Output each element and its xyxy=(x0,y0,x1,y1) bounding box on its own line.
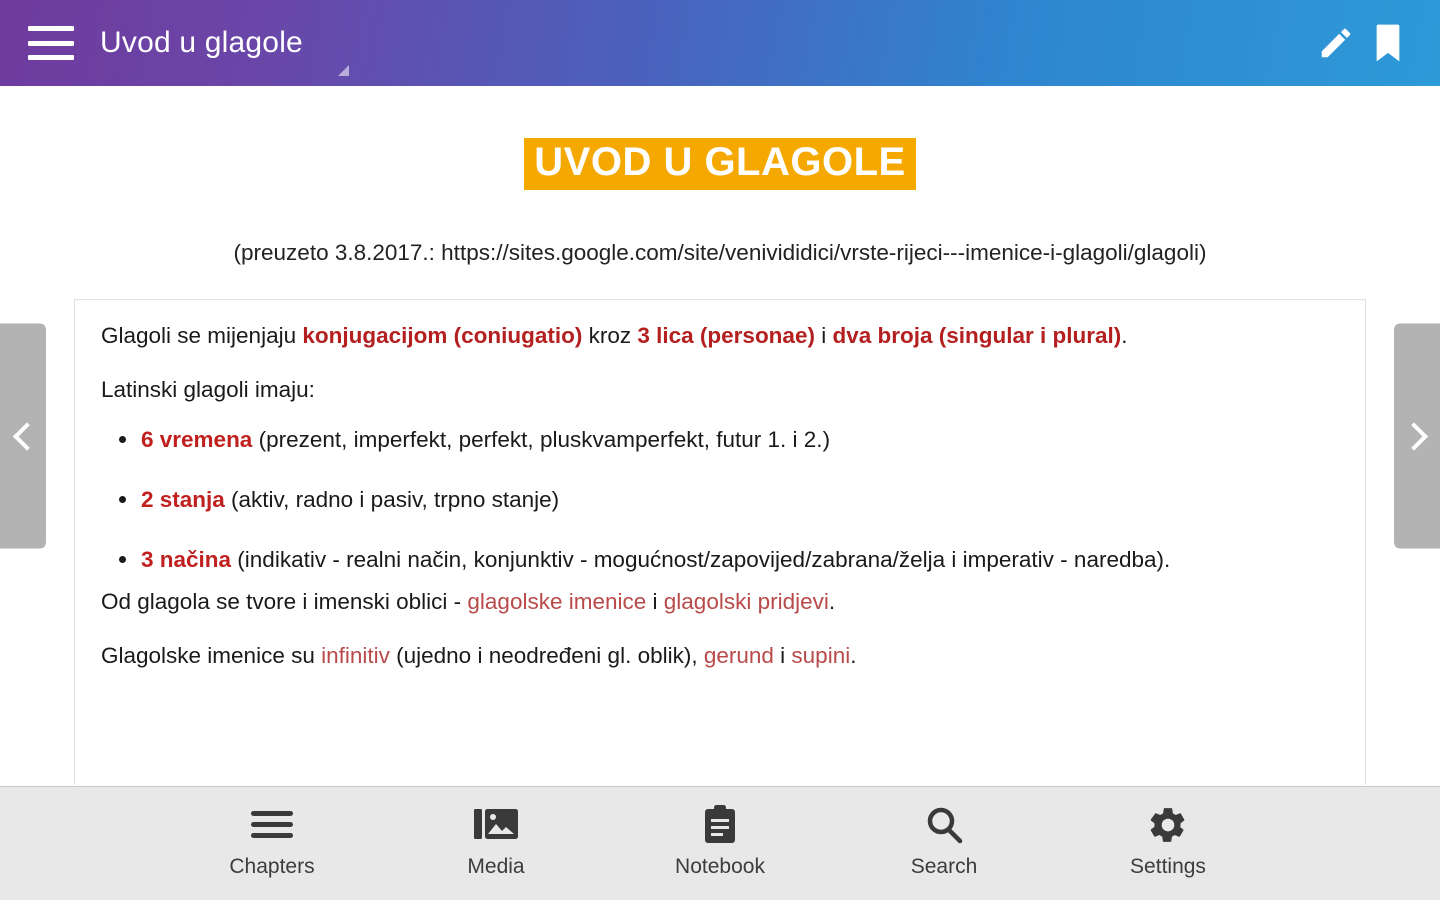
hamburger-bar xyxy=(28,55,74,60)
nav-item-media[interactable] xyxy=(426,802,566,879)
keyword-lica: 3 lica (personae) xyxy=(637,323,815,348)
keyword-gerund: gerund xyxy=(703,642,774,668)
text-fragment: i xyxy=(773,642,792,668)
nav-item-notebook[interactable] xyxy=(650,802,790,879)
nav-label: Settings xyxy=(1130,855,1206,878)
document-page xyxy=(0,86,1440,786)
nav-label: Chapters xyxy=(229,855,315,878)
document-body-panel xyxy=(74,299,1366,785)
text-fragment: kroz xyxy=(582,323,638,348)
text-fragment: . xyxy=(1121,323,1128,348)
top-app-bar xyxy=(0,0,1440,86)
keyword-supini: supini xyxy=(791,642,851,668)
keyword-glagolske-imenice: glagolske imenice xyxy=(467,588,647,614)
list-item xyxy=(141,544,1339,576)
text-fragment: . xyxy=(850,642,857,668)
reader-content xyxy=(0,86,1440,786)
nav-item-settings[interactable] xyxy=(1098,802,1238,879)
list-item-lead: 6 vremena xyxy=(141,426,253,452)
list-item-rest: (aktiv, radno i pasiv, trpno stanje) xyxy=(224,486,560,512)
list-item xyxy=(141,484,1339,516)
keyword-glagolski-pridjevi: glagolski pridjevi xyxy=(663,588,829,614)
keyword-broja: dva broja (singular i plural) xyxy=(832,323,1122,348)
text-fragment: i xyxy=(646,588,664,614)
keyword-infinitiv: infinitiv xyxy=(321,642,390,668)
hamburger-bar xyxy=(28,26,74,31)
list-icon xyxy=(251,802,293,848)
text-fragment: . xyxy=(828,588,836,614)
bookmark-icon[interactable] xyxy=(1362,17,1414,69)
nav-label: Notebook xyxy=(675,855,765,878)
paragraph-glagolske-imenice xyxy=(101,640,1339,672)
document-title-text: UVOD U GLAGOLE xyxy=(524,138,915,190)
list-item-lead: 3 načina xyxy=(141,546,232,572)
text-fragment: Glagoli se mijenjaju xyxy=(101,323,303,348)
nav-item-search[interactable] xyxy=(874,802,1014,879)
list-item-lead: 2 stanja xyxy=(141,486,225,512)
feature-list xyxy=(101,424,1339,576)
list-item-rest: (indikativ - realni način, konjunktiv - mogućnost/zapovijed/zabrana/želja i imperativ - naredba). xyxy=(231,546,1171,572)
clipboard-icon xyxy=(703,802,737,848)
nav-label: Search xyxy=(910,855,978,878)
document-title xyxy=(74,138,1366,190)
chevron-right-icon xyxy=(1399,422,1427,450)
paragraph-imenski-oblici xyxy=(101,586,1339,618)
chevron-left-icon xyxy=(12,422,40,450)
text-fragment: i xyxy=(814,323,833,348)
pencil-icon[interactable] xyxy=(1310,17,1362,69)
previous-page-button[interactable] xyxy=(0,324,46,549)
nav-item-chapters[interactable] xyxy=(202,802,342,879)
document-source-line: (preuzeto 3.8.2017.: https://sites.google.com/site/venivididici/vrste-rijeci---imenice-i-glagoli/glagoli) xyxy=(233,240,1207,265)
hamburger-bar xyxy=(28,41,74,46)
hamburger-icon[interactable] xyxy=(28,26,74,60)
text-fragment: Od glagola se tvore i imenski oblici - xyxy=(101,588,468,614)
list-item xyxy=(141,424,1339,456)
paragraph-conjugation xyxy=(101,320,1339,352)
image-icon xyxy=(474,802,518,848)
nav-label: Media xyxy=(467,855,525,878)
text-fragment: (ujedno i neodređeni gl. oblik), xyxy=(389,642,704,668)
chapter-dropdown-caret-icon[interactable] xyxy=(338,65,349,76)
search-icon xyxy=(924,802,964,848)
page-title: Uvod u glagole xyxy=(100,26,303,59)
list-item-rest: (prezent, imperfekt, perfekt, pluskvamperfekt, futur 1. i 2.) xyxy=(252,426,831,452)
gear-icon xyxy=(1147,802,1189,848)
bottom-navigation-bar xyxy=(0,786,1440,900)
paragraph-intro-list: Latinski glagoli imaju: xyxy=(101,376,315,402)
text-fragment: Glagolske imenice su xyxy=(101,642,322,668)
keyword-konjugacija: konjugacijom (coniugatio) xyxy=(302,323,583,348)
next-page-button[interactable] xyxy=(1394,324,1440,549)
